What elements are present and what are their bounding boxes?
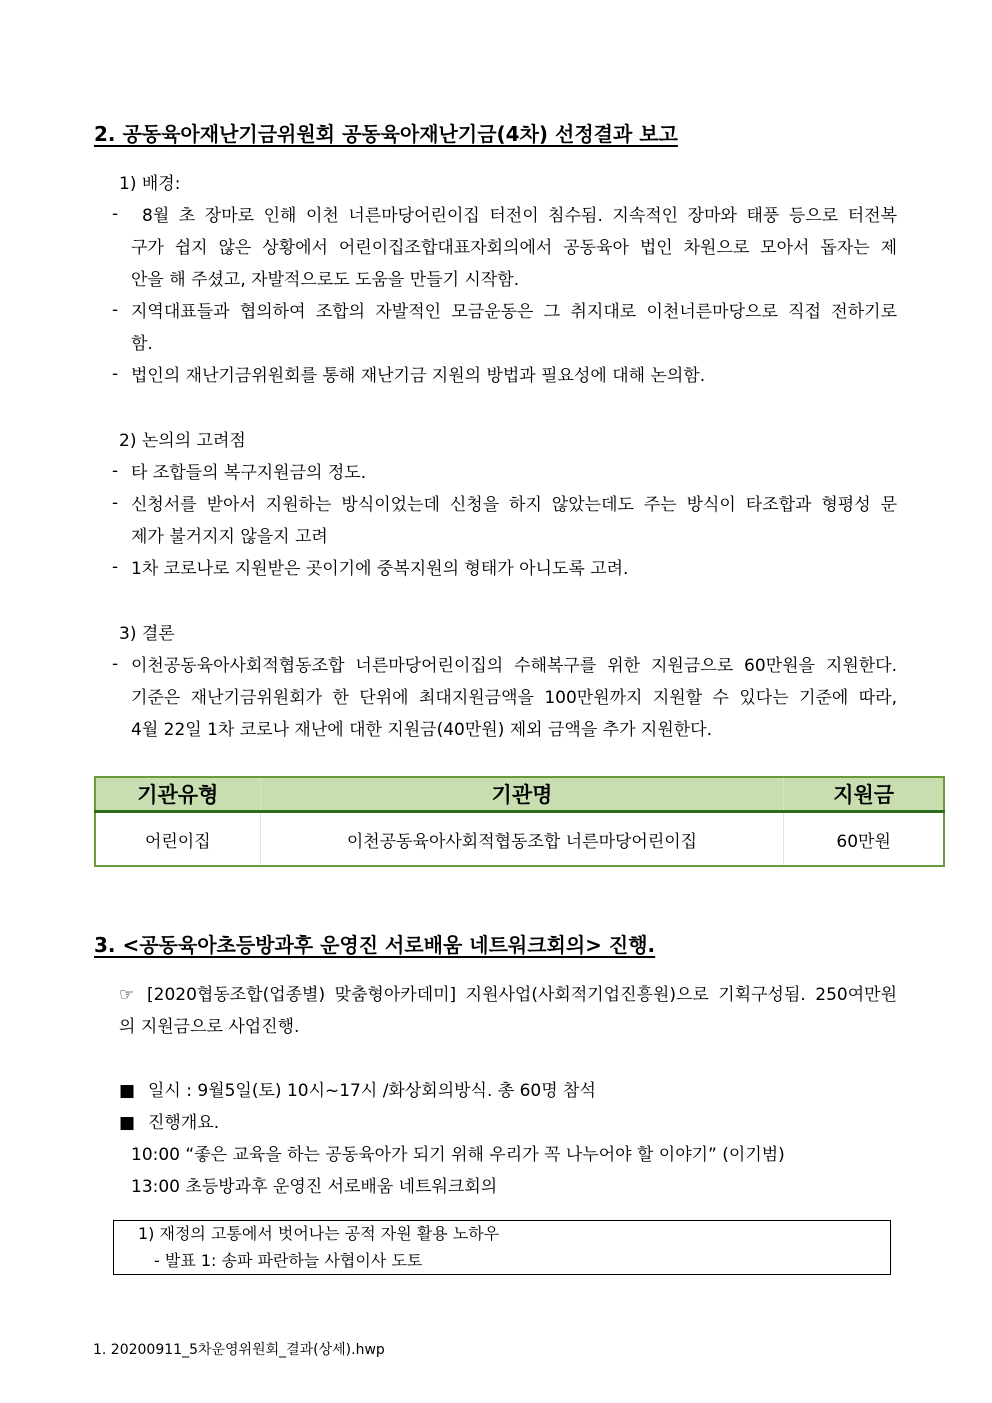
- conclusion-item-1-line-1: 이천공동육아사회적협동조합 너른마당어린이집의 수해복구를 위한 지원금으로 60만원을 지원한다.: [131, 656, 897, 676]
- dash-bullet: -: [112, 461, 119, 481]
- header-org-type: 기관유형: [95, 777, 260, 812]
- dash-bullet: -: [112, 204, 119, 224]
- table-row: [95, 812, 944, 867]
- considerations-heading: 2) 논의의 고려점: [119, 431, 246, 451]
- background-item-1-line-3: 안을 해 주셨고, 자발적으로도 도움을 만들기 시작함.: [131, 270, 520, 290]
- cell-support-amount: 60만원: [784, 812, 944, 867]
- cell-org-name: 이천공동육아사회적협동조합 너른마당어린이집: [260, 812, 784, 867]
- square-bullet-icon: ■: [119, 1081, 136, 1101]
- header-org-name: 기관명: [260, 777, 784, 812]
- conclusion-heading: 3) 결론: [119, 624, 175, 644]
- agenda-box-line-2: - 발표 1: 송파 파란하늘 사협이사 도토: [154, 1251, 423, 1270]
- table-header-row: [95, 777, 944, 812]
- square-bullet-icon: ■: [119, 1113, 136, 1133]
- dash-bullet: -: [112, 654, 119, 674]
- considerations-item-1-line-1: 타 조합들의 복구지원금의 정도.: [131, 463, 367, 483]
- conclusion-item-1-line-2: 기준은 재난기금위원회가 한 단위에 최대지원금액을 100만원까지 지원할 수 있다는 기준에 따라,: [131, 688, 897, 708]
- considerations-item-2-line-2: 제가 불거지지 않을지 고려: [131, 527, 328, 547]
- background-heading: 1) 배경:: [119, 174, 181, 194]
- considerations-item-2-line-1: 신청서를 받아서 지원하는 방식이었는데 신청을 하지 않았는데도 주는 방식이 타조합과 형평성 문: [131, 495, 897, 515]
- note-line-2: 의 지원금으로 사업진행.: [119, 1017, 300, 1037]
- section-3-title: 3. <공동육아초등방과후 운영진 서로배움 네트워크회의> 진행.: [94, 933, 656, 957]
- dash-bullet: -: [112, 557, 119, 577]
- dash-bullet: -: [112, 364, 119, 384]
- background-item-1-line-2: 구가 쉽지 않은 상황에서 어린이집조합대표자회의에서 공동육아 법인 차원으로 모아서 돕자는 제: [131, 238, 897, 258]
- dash-bullet: -: [112, 493, 119, 513]
- support-table: [94, 776, 945, 867]
- cell-org-type: 어린이집: [144, 831, 211, 852]
- background-item-3-line-1: 법인의 재난기금위원회를 통해 재난기금 지원의 방법과 필요성에 대해 논의함.: [131, 366, 706, 386]
- schedule-item-1: 10:00 “좋은 교육을 하는 공동육아가 되기 위해 우리가 꼭 나누어야 할 이야기” (이기범): [131, 1145, 785, 1165]
- section-2-title: 2. 공동육아재난기금위원회 공동육아재난기금(4차) 선정결과 보고: [94, 122, 678, 146]
- conclusion-item-1-line-3: 4월 22일 1차 코로나 재난에 대한 지원금(40만원) 제외 금액을 추가 지원한다.: [131, 720, 712, 740]
- agenda-box-line-1: 1) 재정의 고통에서 벗어나는 공적 자원 활용 노하우: [138, 1224, 500, 1243]
- schedule-item-2: 13:00 초등방과후 운영진 서로배움 네트워크회의: [131, 1177, 498, 1197]
- pointing-hand-icon: ☞: [119, 985, 135, 1005]
- date-line: 일시 : 9월5일(토) 10시~17시 /화상회의방식. 총 60명 참석: [148, 1081, 596, 1101]
- considerations-item-3-line-1: 1차 코로나로 지원받은 곳이기에 중복지원의 형태가 아니도록 고려.: [131, 559, 629, 579]
- background-item-2-line-2: 함.: [131, 334, 153, 354]
- header-support-amount: 지원금: [784, 777, 944, 812]
- background-item-2-line-1: 지역대표들과 협의하여 조합의 자발적인 모금운동은 그 취지대로 이천너른마당으로 직접 전하기로: [131, 302, 897, 322]
- footer-filename: 1. 20200911_5차운영위원회_결과(상세).hwp: [93, 1342, 385, 1358]
- agenda-box: [113, 1220, 891, 1275]
- note-line-1: [2020협동조합(업종별) 맞춤형아카데미] 지원사업(사회적기업진흥원)으로 기획구성됨. 250여만원: [147, 985, 897, 1005]
- dash-bullet: -: [112, 300, 119, 320]
- overview-label: 진행개요.: [148, 1113, 220, 1133]
- background-item-1-line-1: 8월 초 장마로 인해 이천 너른마당어린이집 터전이 침수됨. 지속적인 장마와 태풍 등으로 터전복: [142, 206, 897, 226]
